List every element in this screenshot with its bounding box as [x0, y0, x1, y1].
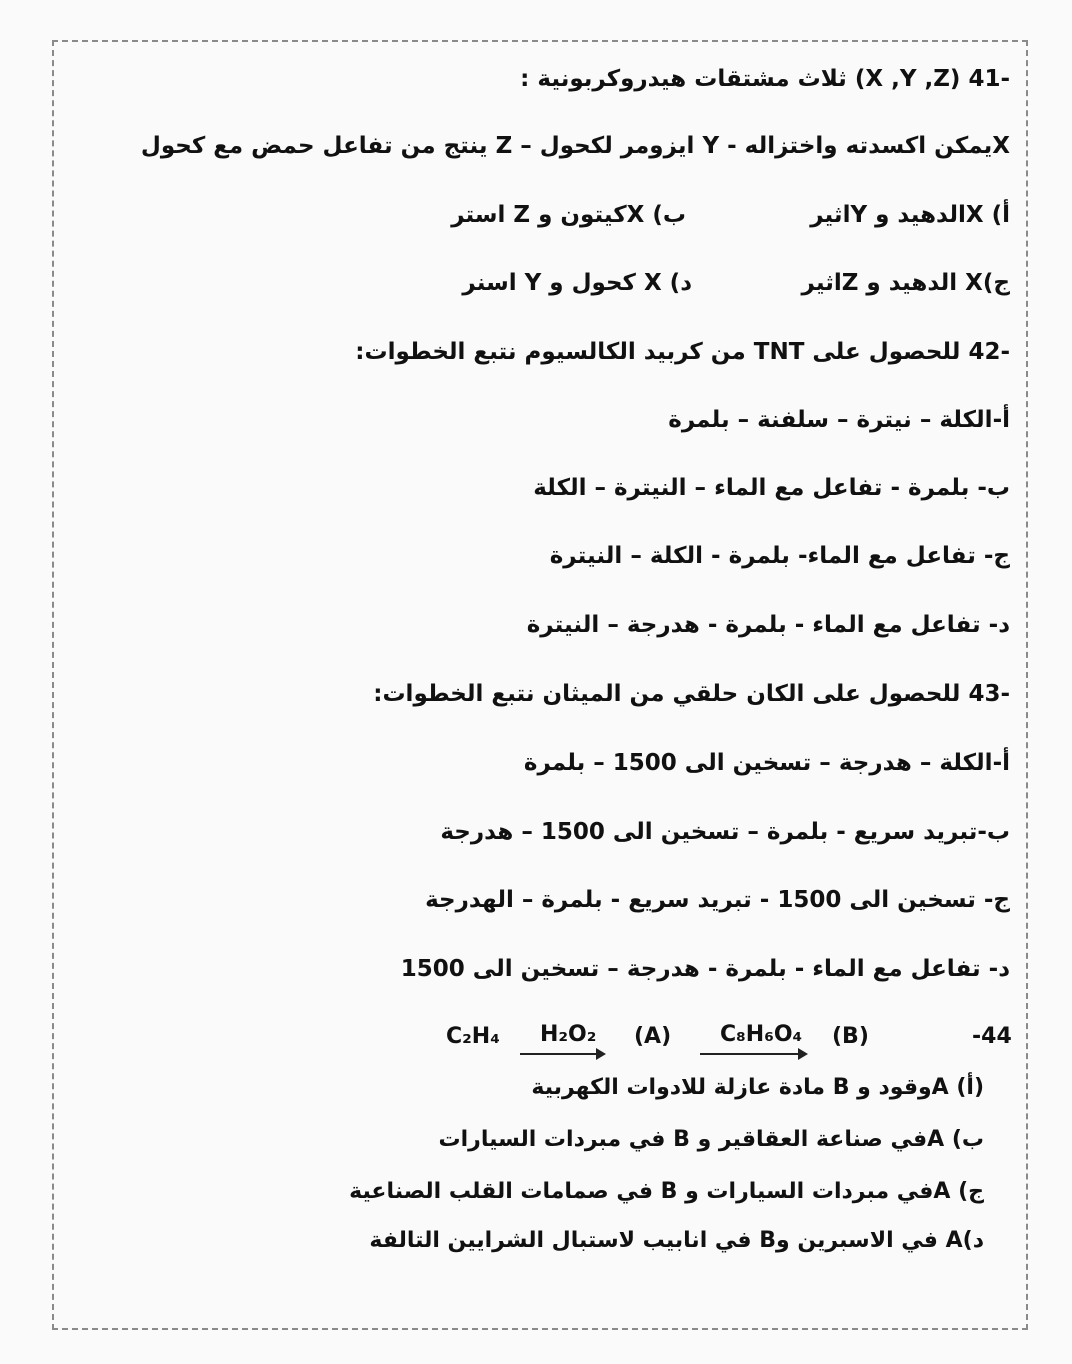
q43-option-a: أ-الكلة – هدرجة – تسخين الى 1500 – بلمرة: [523, 750, 1010, 776]
reaction-arrow-2: [700, 1053, 806, 1055]
q41-stem: Xيمكن اكسدته واختزاله - Y ايزومر لكحول – Z ينتج من تفاعل حمض مع كحول: [140, 133, 1010, 159]
q44-product-b: (B): [832, 1024, 869, 1049]
q42-title: -42 للحصول على TNT من كربيد الكالسيوم نتبع الخطوات:: [355, 339, 1010, 365]
q42-option-d: د- تفاعل مع الماء - بلمرة - هدرجة – النيترة: [526, 612, 1010, 638]
q43-option-b: ب-تبريد سريع - بلمرة – تسخين الى 1500 – هدرجة: [440, 819, 1010, 845]
q44-option-a: (أ) Aوقود و B مادة عازلة للادوات الكهربية: [531, 1075, 984, 1100]
q41-option-a: أ) Xالدهيد و Yاثير: [810, 202, 1010, 228]
q44-option-d: د)A في الاسبرين وB في انابيب لاستبال الشرايين التالفة: [369, 1228, 984, 1253]
q42-option-b: ب- بلمرة - تفاعل مع الماء – النيترة – الكلة: [533, 475, 1010, 501]
q44-reactant: C₂H₄: [446, 1024, 500, 1049]
q44-number: -44: [972, 1024, 1012, 1049]
q42-option-a: أ-الكلة – نيترة – سلفنة – بلمرة: [668, 407, 1010, 433]
q41-option-c: ج)X الدهيد و Zاثير: [801, 270, 1010, 296]
q44-option-c: ج) Aفي مبردات السيارات و B في صمامات القلب الصناعية: [349, 1179, 984, 1204]
q43-option-c: ج- تسخين الى 1500 - تبريد سريع - بلمرة – الهدرجة: [425, 887, 1010, 913]
q41-title: -41 (X ,Y ,Z) ثلاث مشتقات هيدروكربونية :: [520, 66, 1010, 92]
q44-option-b: ب) Aفي صناعة العقاقير و B في مبردات السيارات: [438, 1127, 984, 1152]
q41-option-d: د) X كحول و Y اسنر: [462, 270, 692, 296]
q44-product-a: (A): [634, 1024, 672, 1049]
q44-reagent-2: C₈H₆O₄: [720, 1022, 803, 1047]
q43-title: -43 للحصول على الكان حلقي من الميثان نتبع الخطوات:: [373, 681, 1010, 707]
reaction-arrow-1: [520, 1053, 604, 1055]
q44-reagent-1: H₂O₂: [540, 1022, 597, 1047]
q41-option-b: ب) Xكيتون و Z استر: [451, 202, 686, 228]
q43-option-d: د- تفاعل مع الماء - بلمرة - هدرجة – تسخين الى 1500: [400, 956, 1010, 982]
q42-option-c: ج- تفاعل مع الماء- بلمرة - الكلة – النيترة: [549, 543, 1010, 569]
